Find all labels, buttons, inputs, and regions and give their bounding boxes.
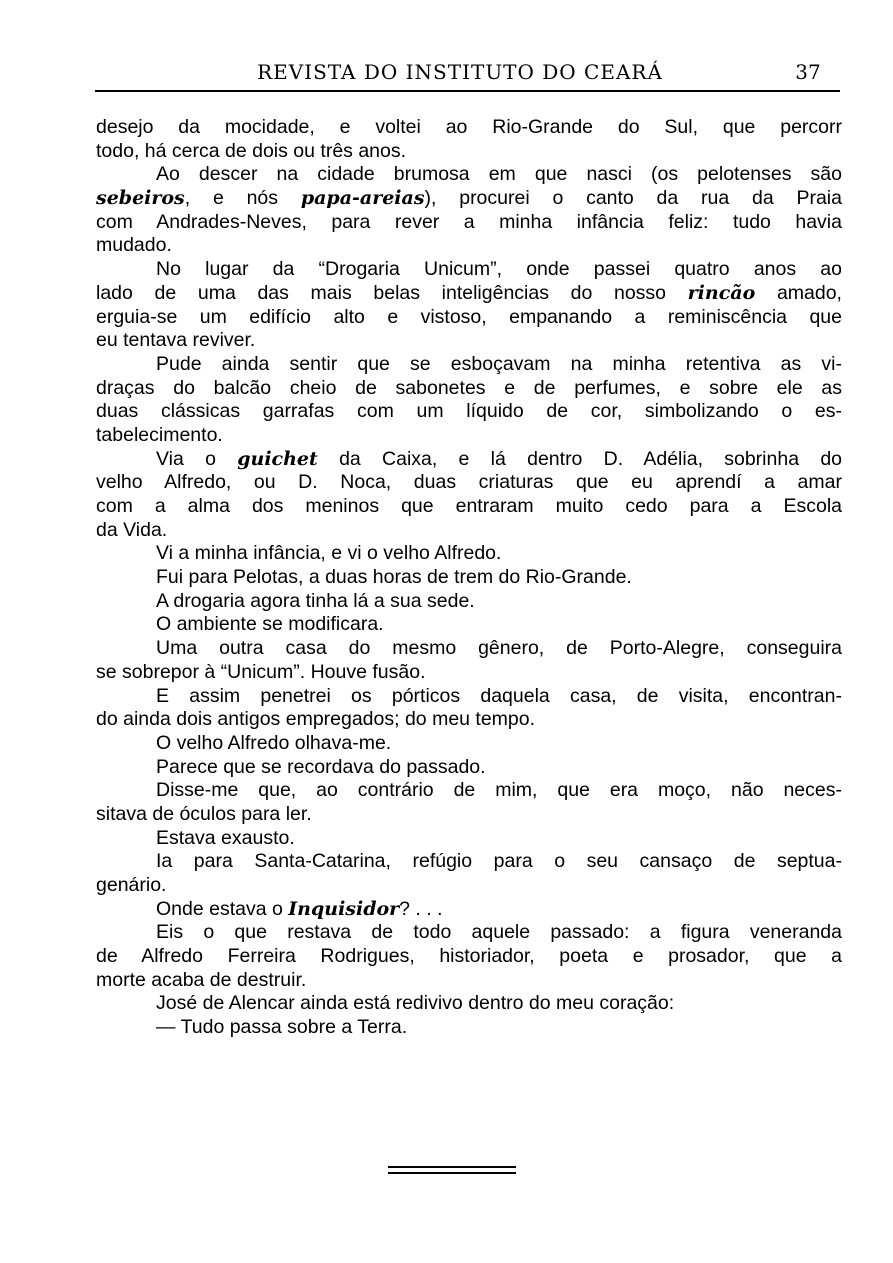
text-line [96,282,842,306]
text-line [96,187,842,211]
text-segment: Disse-me que, ao contrário de mim, que era moço, não neces- [156,779,842,802]
text-segment: Vi a minha infância, e vi o velho Alfredo. [156,542,502,565]
text-line [96,377,842,401]
text-segment: No lugar da “Drogaria Unicum”, onde passei quatro anos ao [156,258,842,281]
text-segment: com a alma dos meninos que entraram muito cedo para a Escola [96,495,842,517]
text-segment: tabelecimento. [96,423,223,446]
text-line [96,945,842,969]
text-line [96,921,842,945]
text-line [96,708,842,732]
end-rule [388,1166,516,1168]
text-line [96,211,842,235]
text-segment: Eis o que restava de todo aquele passado: a figura veneranda [156,921,842,944]
text-line [96,850,842,874]
text-segment: ? . . . [399,897,443,920]
body-text [96,116,842,1040]
text-segment: Fui para Pelotas, a duas horas de trem do Rio-Grande. [156,566,632,589]
text-segment: velho Alfredo, ou D. Noca, duas criaturas que eu aprendí a amar [96,471,842,494]
text-line [96,661,842,685]
text-line [96,874,842,898]
emphasized-term: Inquisidor [288,897,400,920]
text-segment: eu tentava reviver. [96,329,256,352]
text-segment: lado de uma das mais belas inteligências do nosso [96,281,688,304]
text-line [96,803,842,827]
text-line [96,448,842,472]
text-segment: se sobrepor à “Unicum”. Houve fusão. [96,660,426,683]
text-line [96,898,842,922]
text-line [96,590,842,614]
text-line [96,969,842,993]
text-line [96,992,842,1016]
text-line [96,685,842,709]
text-segment: Uma outra casa do mesmo gênero, de Porto-Alegre, conseguira [156,637,842,660]
text-segment: desejo da mocidade, e voltei ao Rio-Grande do Sul, que percorr [96,116,842,138]
text-segment: A drogaria agora tinha lá a sua sede. [156,589,475,612]
text-segment: Ia para Santa-Catarina, refúgio para o seu cansaço de septua- [156,850,842,873]
text-line [96,258,842,282]
text-line [96,732,842,756]
text-line [96,542,842,566]
emphasized-term: guichet [237,447,318,470]
text-line [96,756,842,780]
text-segment: Parece que se recordava do passado. [156,755,486,778]
text-segment: ), procurei o canto da rua da Praia [424,187,842,210]
emphasized-term: sebeiros [96,187,185,210]
page-number: 37 [795,60,821,84]
text-segment: duas clássicas garrafas com um líquido de cor, simbolizando o es- [96,400,842,423]
text-line [96,827,842,851]
text-segment: da Caixa, e lá dentro D. Adélia, sobrinha do [317,447,843,470]
text-segment: de Alfredo Ferreira Rodrigues, historiador, poeta e prosador, que a [96,945,842,968]
text-segment: José de Alencar ainda está redivivo dentro do meu coração: [156,992,675,1015]
text-segment: Onde estava o [156,897,289,920]
text-line [96,471,842,495]
text-line [96,424,842,448]
header-rule [95,90,840,92]
text-segment: O velho Alfredo olhava-me. [156,731,392,754]
text-line [96,329,842,353]
emphasized-term: papa-areias [300,187,425,210]
text-segment: com Andrades-Neves, para rever a minha infância feliz: tudo havia [96,210,842,233]
text-line [96,495,842,519]
text-line [96,637,842,661]
text-segment: E assim penetrei os pórticos daquela casa, de visita, encontran- [156,684,842,707]
text-segment: Ao descer na cidade brumosa em que nasci (os pelotenses são [156,163,842,186]
text-line [96,519,842,543]
emphasized-term: rincão [687,281,756,304]
text-segment: Pude ainda sentir que se esboçavam na minha retentiva as vi- [156,352,842,375]
text-line [96,400,842,424]
text-line [96,613,842,637]
text-segment: O ambiente se modificara. [156,613,384,636]
text-line [96,234,842,258]
text-segment: amado, [755,281,842,304]
text-line [96,140,842,164]
text-line [96,116,842,140]
text-line [96,566,842,590]
text-segment: , e nós [184,187,301,210]
text-line [96,163,842,187]
text-segment: da Vida. [96,518,168,541]
text-segment: todo, há cerca de dois ou três anos. [96,139,407,162]
text-segment: genário. [96,874,167,896]
text-segment: erguia-se um edifício alto e vistoso, empanando a reminiscência que [96,305,842,328]
text-segment: morte acaba de destruir. [96,968,307,991]
text-segment: Estava exausto. [156,826,295,849]
running-title: REVISTA DO INSTITUTO DO CEARÁ [257,60,663,84]
text-line [96,353,842,377]
text-line [96,306,842,330]
text-line [96,1016,842,1040]
text-segment: — Tudo passa sobre a Terra. [156,1016,408,1039]
text-line [96,779,842,803]
text-segment: do ainda dois antigos empregados; do meu tempo. [96,708,536,731]
text-segment: Via o [156,447,238,470]
text-segment: mudado. [96,234,172,257]
text-segment: draças do balcão cheio de sabonetes e de perfumes, e sobre ele as [96,376,842,399]
text-segment: sitava de óculos para ler. [96,802,312,825]
end-rule [388,1172,516,1174]
